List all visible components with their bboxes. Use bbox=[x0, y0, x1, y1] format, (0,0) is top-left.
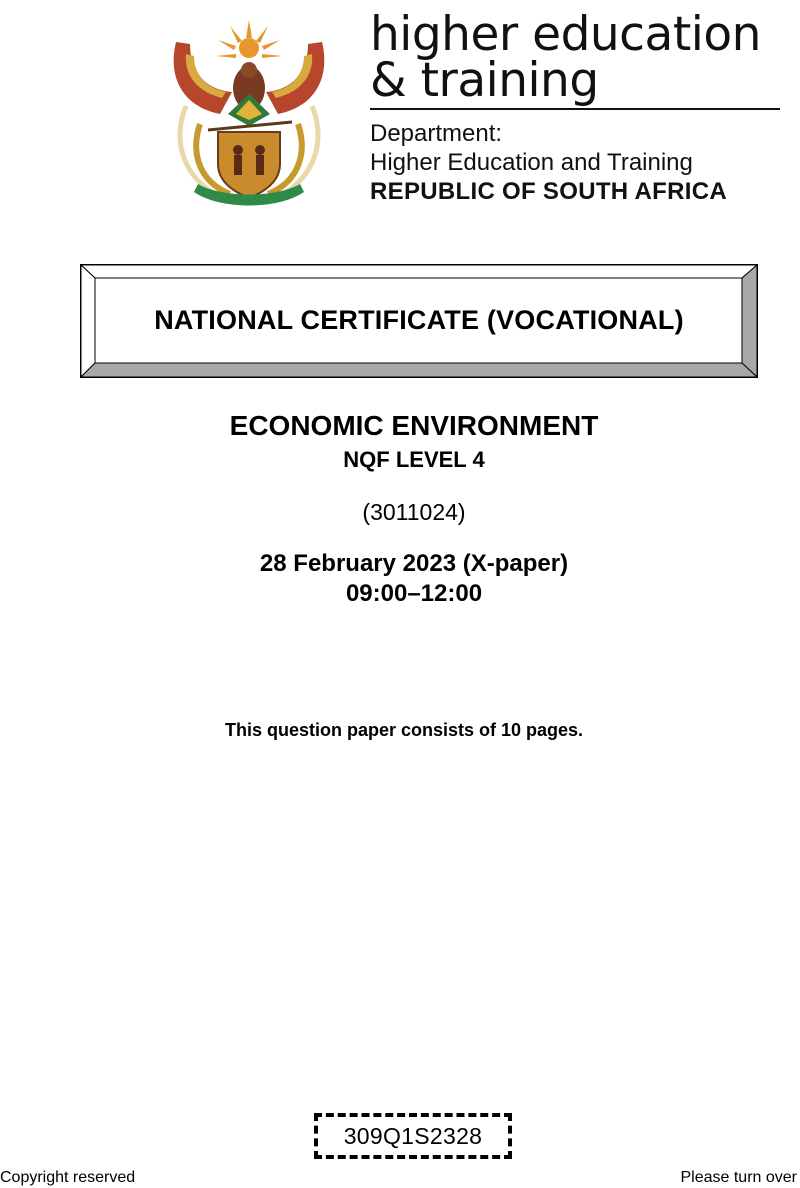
department-name: Higher Education and Training bbox=[370, 149, 693, 176]
certificate-title: NATIONAL CERTIFICATE (VOCATIONAL) bbox=[154, 305, 684, 335]
page-count-note: This question paper consists of 10 pages. bbox=[224, 720, 584, 740]
brand-divider bbox=[370, 108, 780, 110]
subject-title: ECONOMIC ENVIRONMENT bbox=[229, 410, 599, 441]
exam-date: 28 February 2023 (X-paper) bbox=[259, 550, 569, 577]
footer-copyright: Copyright reserved bbox=[0, 1169, 136, 1186]
footer-turn-over: Please turn over bbox=[680, 1169, 797, 1186]
department-label: Department: bbox=[370, 120, 503, 147]
brand-title-line2: & training bbox=[370, 53, 599, 108]
country-name: REPUBLIC OF SOUTH AFRICA bbox=[370, 178, 727, 205]
brand-title-line1: higher education bbox=[370, 7, 761, 62]
subject-code: (3011024) bbox=[362, 499, 466, 525]
serial-number-box bbox=[314, 1113, 512, 1159]
department-block bbox=[370, 119, 727, 206]
serial-number: 309Q1S2328 bbox=[343, 1123, 483, 1149]
nqf-level: NQF LEVEL 4 bbox=[343, 447, 485, 472]
coat-of-arms-icon bbox=[160, 14, 338, 210]
exam-time: 09:00–12:00 bbox=[345, 580, 483, 607]
certificate-title-box bbox=[80, 264, 758, 378]
brand-block bbox=[370, 7, 785, 205]
coat-of-arms-logo bbox=[160, 14, 338, 210]
